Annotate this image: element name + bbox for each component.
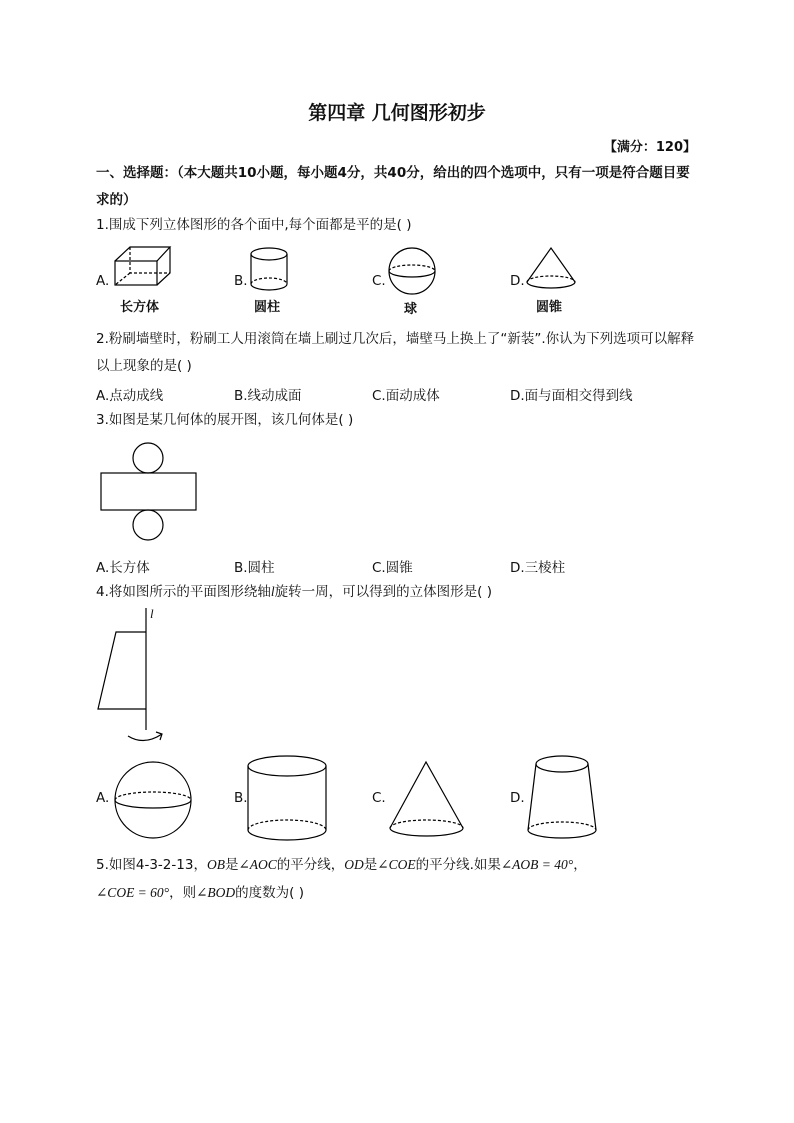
q5-part4: 是 <box>363 857 378 873</box>
q4-stem-part2: 旋转一周，可以得到的立体图形是( ) <box>274 584 492 600</box>
question-4-stem <box>96 578 706 606</box>
q5-angle-bod: ∠BOD <box>196 885 236 900</box>
q3-option-a: A.长方体 <box>96 560 150 576</box>
q4-frustum-figure <box>526 754 600 844</box>
trapezoid-rotation-figure <box>94 606 174 746</box>
q5-part8: 的度数为( ) <box>235 885 304 901</box>
q3-option-d: D.三棱柱 <box>510 560 566 576</box>
q4-option-d-label: D. <box>510 790 525 806</box>
q1-caption-cone: 圆锥 <box>536 300 563 315</box>
q4-sphere-figure <box>112 761 194 841</box>
q4-cylinder-figure <box>246 754 330 844</box>
q4-option-a-label: A. <box>96 790 110 806</box>
question-2-stem: 2.粉刷墙壁时，粉刷工人用滚筒在墙上刷过几次后，墙壁马上换上了“新装”.你认为下列选项可以解释以上现象的是( ) <box>96 331 695 374</box>
q5-ob: OB <box>206 857 225 872</box>
cylinder-net-figure <box>100 440 200 545</box>
q5-part2: 是 <box>224 857 239 873</box>
q5-angle-aoc: ∠AOC <box>238 857 277 872</box>
q5-od: OD <box>344 857 364 872</box>
cone-figure <box>524 246 580 292</box>
q1-caption-cuboid: 长方体 <box>120 300 160 315</box>
q4-option-c-label: C. <box>372 790 386 806</box>
q2-option-b: B.线动成面 <box>234 388 302 404</box>
cylinder-figure <box>249 246 291 294</box>
q4-axis-symbol: l <box>270 584 275 599</box>
cuboid-figure <box>112 243 174 291</box>
q2-option-c: C.面动成体 <box>372 388 440 404</box>
q1-option-a-label: A. <box>96 273 110 289</box>
q3-option-b: B.圆柱 <box>234 560 275 576</box>
q5-part5: 的平分线.如果 <box>415 857 501 873</box>
q1-option-c-label: C. <box>372 273 386 289</box>
q1-caption-sphere: 球 <box>404 302 418 317</box>
full-score: 【满分：120】 <box>603 140 696 155</box>
q2-option-d: D.面与面相交得到线 <box>510 388 633 404</box>
question-5-stem <box>96 851 716 907</box>
q1-option-d-label: D. <box>510 273 525 289</box>
q4-option-b-label: B. <box>234 790 248 806</box>
q5-angle-aob-value: ∠AOB = 40° <box>500 857 574 872</box>
section-heading: 一、选择题：（本大题共10小题，每小题4分，共40分，给出的四个选项中，只有一项是符合题目要求的） <box>96 165 690 208</box>
question-3-stem: 3.如图是某几何体的展开图，该几何体是( ) <box>96 412 354 428</box>
q4-stem-part1: 4.将如图所示的平面图形绕轴 <box>96 584 271 600</box>
q5-angle-coe: ∠COE <box>377 857 416 872</box>
q4-cone-figure <box>388 760 466 842</box>
question-1-stem: 1.围成下列立体图形的各个面中,每个面都是平的是( ) <box>96 217 412 233</box>
page-title: 第四章 几何图形初步 <box>308 102 486 124</box>
q5-part7: ，则 <box>169 885 197 901</box>
axis-l-label: l <box>150 606 154 621</box>
q1-option-b-label: B. <box>234 273 248 289</box>
q1-caption-cylinder: 圆柱 <box>254 300 281 315</box>
q3-option-c: C.圆锥 <box>372 560 413 576</box>
q5-angle-coe-value: ∠COE = 60° <box>96 885 170 900</box>
q5-part3: 的平分线， <box>276 857 345 873</box>
q5-part6: ， <box>573 857 587 873</box>
sphere-figure <box>388 247 438 297</box>
q5-part1: 5.如图4-3-2-13， <box>96 857 207 873</box>
q2-option-a: A.点动成线 <box>96 388 164 404</box>
